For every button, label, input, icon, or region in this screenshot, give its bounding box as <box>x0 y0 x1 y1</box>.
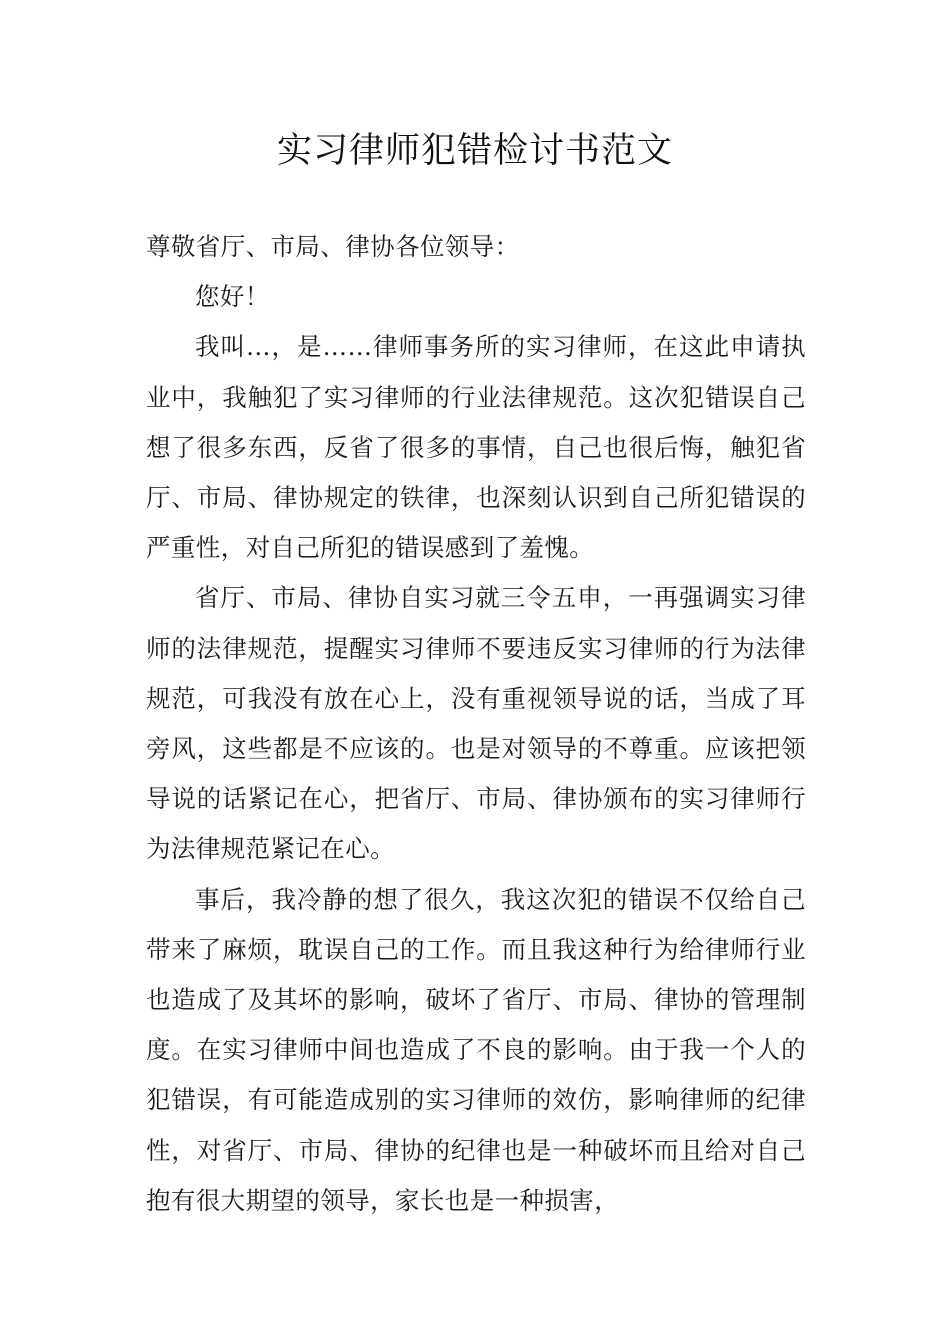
document-body <box>146 222 806 1226</box>
document-title: 实习律师犯错检讨书范文 <box>276 131 673 171</box>
body-paragraph-1: 我叫…，是……律师事务所的实习律师，在这此申请执业中，我触犯了实习律师的行业法律规范。这次犯错误自己想了很多东西，反省了很多的事情，自己也很后悔，触犯省厅、市局、律协规定的铁律，也深刻认识到自己所犯错误的严重性，对自己所犯的错误感到了羞愧。 <box>146 332 806 563</box>
body-paragraph-3: 事后，我冷静的想了很久，我这次犯的错误不仅给自己带来了麻烦，耽误自己的工作。而且我这种行为给律师行业也造成了及其坏的影响，破坏了省厅、市局、律协的管理制度。在实习律师中间也造成了不良的影响。由于我一个人的犯错误，有可能造成别的实习律师的效仿，影响律师的纪律性，对省厅、市局、律协的纪律也是一种破坏而且给对自己抱有很大期望的领导，家长也是一种损害， <box>146 884 806 1215</box>
greeting: 您好！ <box>195 282 270 312</box>
body-paragraph-2: 省厅、市局、律协自实习就三令五申，一再强调实习律师的法律规范，提醒实习律师不要违反实习律师的行为法律规范，可我没有放在心上，没有重视领导说的话，当成了耳旁风，这些都是不应该的。也是对领导的不尊重。应该把领导说的话紧记在心，把省厅、市局、律协颁布的实习律师行为法律规范紧记在心。 <box>146 583 806 864</box>
salutation: 尊敬省厅、市局、律协各位领导： <box>146 232 520 261</box>
